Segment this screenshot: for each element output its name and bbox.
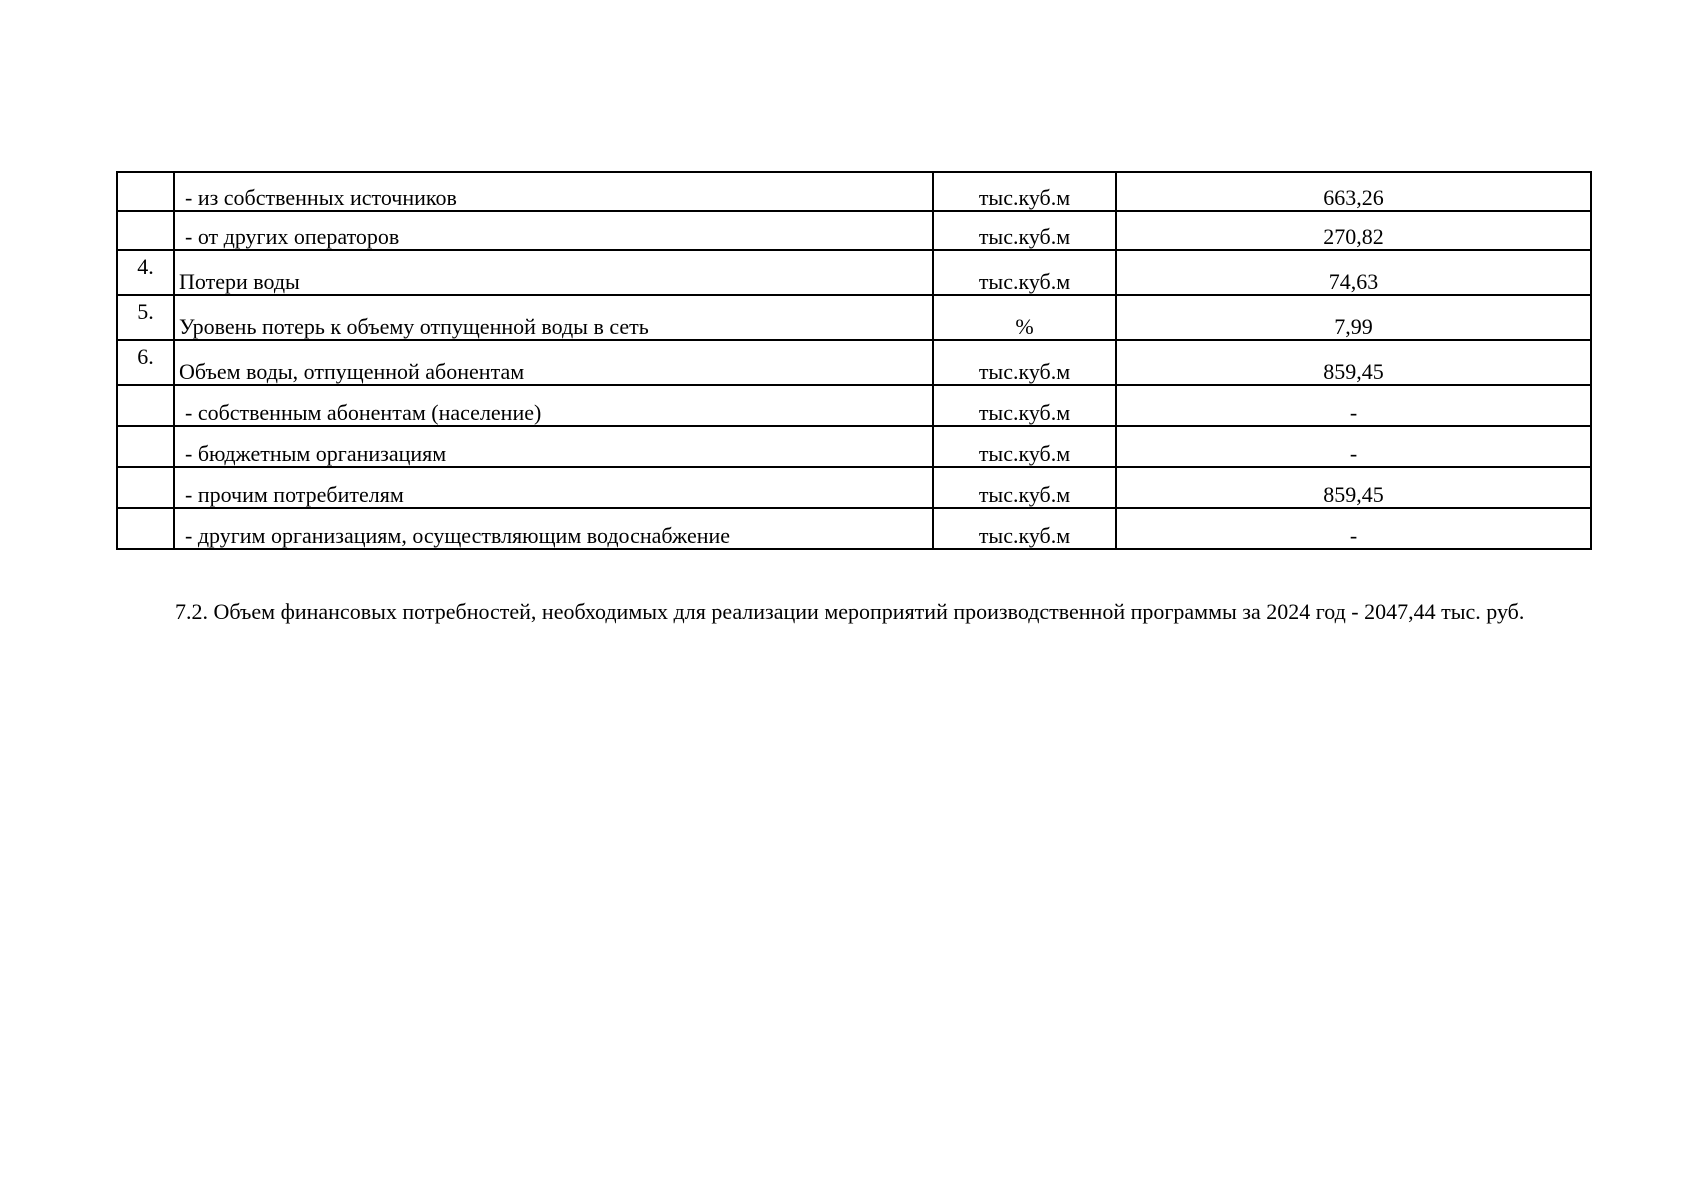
row-number	[117, 172, 174, 211]
row-number: 4.	[117, 250, 174, 295]
table-row	[117, 426, 1591, 467]
row-value: -	[1116, 385, 1591, 426]
row-value: 270,82	[1116, 211, 1591, 250]
row-name: - собственным абонентам (население)	[174, 385, 933, 426]
row-number: 6.	[117, 340, 174, 385]
row-name: - от других операторов	[174, 211, 933, 250]
row-number	[117, 211, 174, 250]
table-row	[117, 385, 1591, 426]
table-row	[117, 250, 1591, 295]
row-value: 859,45	[1116, 467, 1591, 508]
row-value: -	[1116, 426, 1591, 467]
row-unit: тыс.куб.м	[933, 508, 1116, 549]
row-number: 5.	[117, 295, 174, 340]
row-name: - бюджетным организациям	[174, 426, 933, 467]
row-unit: %	[933, 295, 1116, 340]
row-number	[117, 508, 174, 549]
row-name: - прочим потребителям	[174, 467, 933, 508]
row-unit: тыс.куб.м	[933, 211, 1116, 250]
row-unit: тыс.куб.м	[933, 467, 1116, 508]
row-number	[117, 467, 174, 508]
row-unit: тыс.куб.м	[933, 340, 1116, 385]
row-value: 7,99	[1116, 295, 1591, 340]
row-name: - из собственных источников	[174, 172, 933, 211]
row-value: 74,63	[1116, 250, 1591, 295]
row-name: - другим организациям, осуществляющим водоснабжение	[174, 508, 933, 549]
row-value: 859,45	[1116, 340, 1591, 385]
table-row	[117, 467, 1591, 508]
row-unit: тыс.куб.м	[933, 172, 1116, 211]
table-row	[117, 508, 1591, 549]
row-value: 663,26	[1116, 172, 1591, 211]
table-row	[117, 211, 1591, 250]
row-name: Потери воды	[174, 250, 933, 295]
indicators-table	[116, 171, 1592, 550]
row-value: -	[1116, 508, 1591, 549]
financial-needs-paragraph: 7.2. Объем финансовых потребностей, необходимых для реализации мероприятий производственной программы за 2024 год - 2047,44 тыс. руб.	[175, 599, 1525, 624]
table-row	[117, 295, 1591, 340]
table-row	[117, 172, 1591, 211]
row-name: Уровень потерь к объему отпущенной воды в сеть	[174, 295, 933, 340]
table-row	[117, 340, 1591, 385]
row-number	[117, 426, 174, 467]
row-unit: тыс.куб.м	[933, 426, 1116, 467]
row-number	[117, 385, 174, 426]
row-unit: тыс.куб.м	[933, 385, 1116, 426]
row-name: Объем воды, отпущенной абонентам	[174, 340, 933, 385]
row-unit: тыс.куб.м	[933, 250, 1116, 295]
